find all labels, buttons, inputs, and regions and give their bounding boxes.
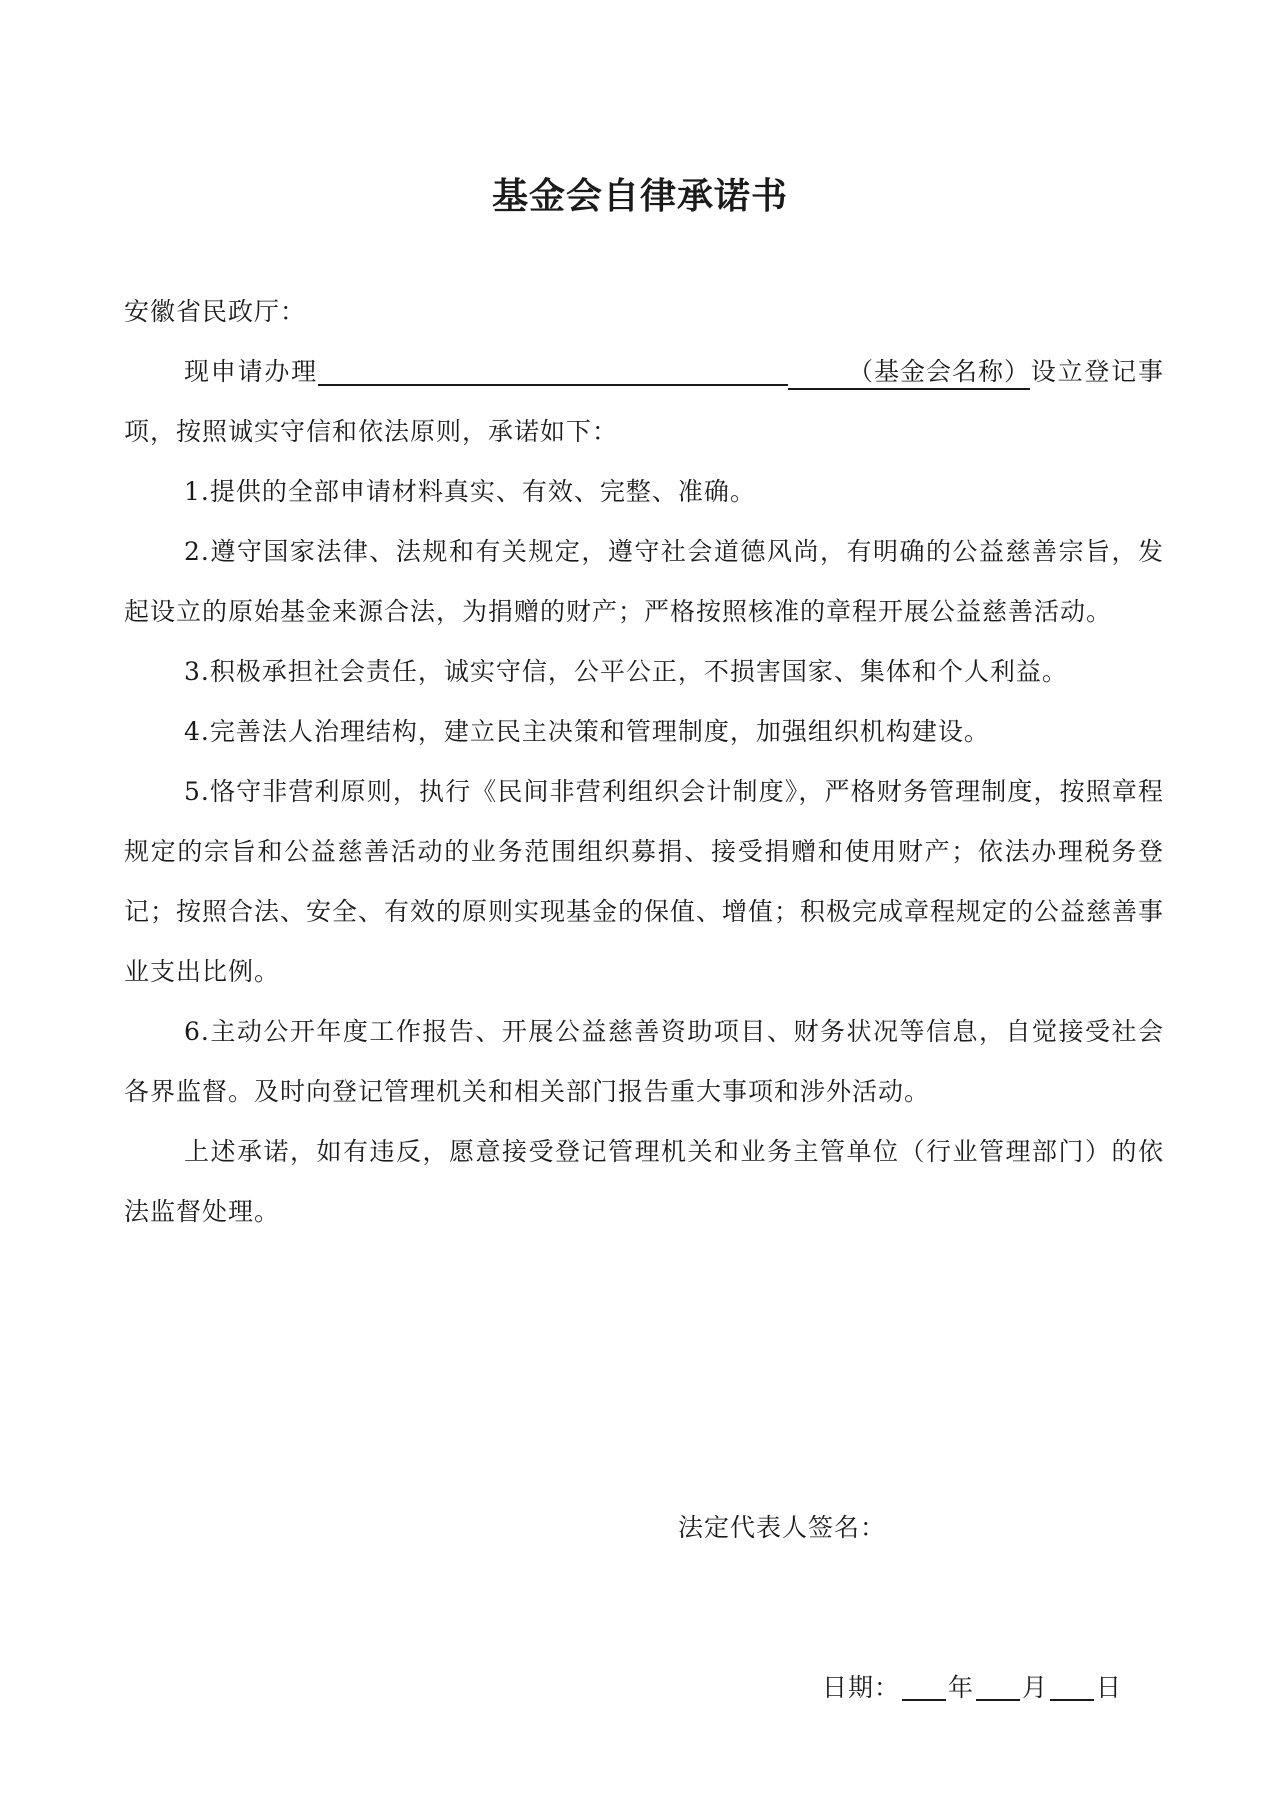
date-row (822, 1658, 1122, 1718)
day-label: 日 (1096, 1673, 1123, 1702)
year-label: 年 (948, 1673, 975, 1702)
document-title: 基金会自律承诺书 (491, 176, 788, 217)
month-blank (976, 1673, 1020, 1701)
commitment-item-5: 5.恪守非营利原则，执行《民间非营利组织会计制度》，严格财务管理制度，按照章程规定的宗旨和公益慈善活动的业务范围组织募捐、接受捐赠和使用财产；依法办理税务登记；按照合法、安全、有效的原则实现基金的保值、增值；积极完成章程规定的公益慈善事业支出比例。 (124, 777, 1165, 986)
month-label: 月 (1022, 1673, 1049, 1702)
commitment-item-3: 3.积极承担社会责任，诚实守信，公平公正，不损害国家、集体和个人利益。 (184, 657, 1068, 686)
commitment-item-4: 4.完善法人治理结构，建立民主决策和管理制度，加强组织机构建设。 (184, 717, 990, 746)
commitment-item-1: 1.提供的全部申请材料真实、有效、完整、准确。 (184, 477, 756, 506)
foundation-name-blank (318, 356, 788, 386)
addressee: 安徽省民政厅： (124, 297, 307, 326)
date-label: 日期： (822, 1673, 901, 1702)
closing-paragraph: 上述承诺，如有违反，愿意接受登记管理机关和业务主管单位（行业管理部门）的依法监督处理。 (124, 1137, 1164, 1226)
intro-suffix: 设立登记事项，按照诚实守信和依法原则，承诺如下： (124, 357, 1164, 446)
signature-label: 法定代表人签名： (678, 1513, 887, 1542)
commitment-item-2: 2.遵守国家法律、法规和有关规定，遵守社会道德风尚，有明确的公益慈善宗旨，发起设立的原始基金来源合法，为捐赠的财产；严格按照核准的章程开展公益慈善活动。 (124, 537, 1164, 626)
intro-prefix: 现申请办理 (184, 357, 318, 386)
foundation-name-hint: （基金会名称） (788, 356, 1030, 390)
day-blank (1050, 1673, 1094, 1701)
year-blank (902, 1673, 946, 1701)
intro-paragraph (124, 342, 1164, 462)
document-body (124, 342, 1164, 1242)
commitment-item-6: 6.主动公开年度工作报告、开展公益慈善资助项目、财务状况等信息，自觉接受社会各界监督。及时向登记管理机关和相关部门报告重大事项和涉外活动。 (124, 1017, 1164, 1106)
